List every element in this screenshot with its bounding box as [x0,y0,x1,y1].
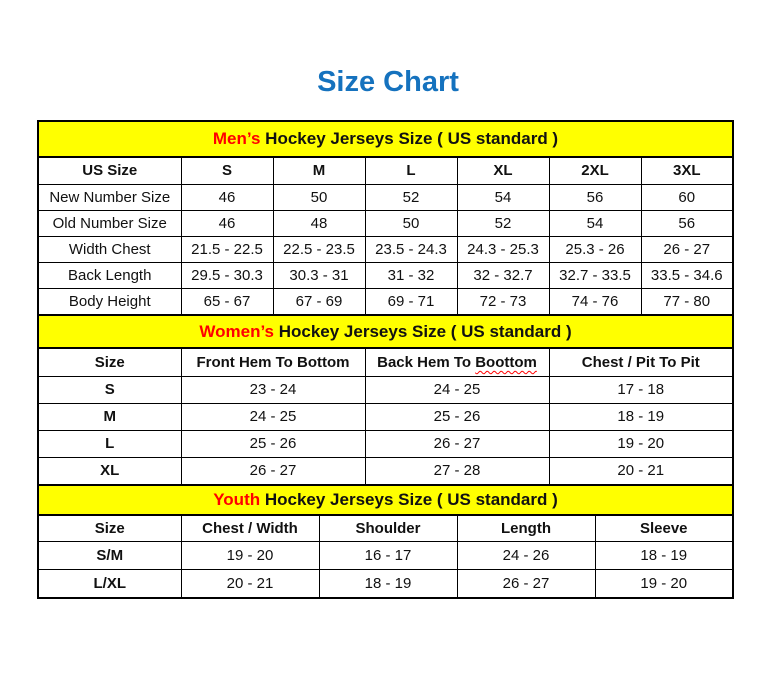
row-label: Body Height [38,289,181,316]
women-header-back-hem [365,348,549,377]
youth-size-table [37,484,734,599]
youth-section-band-row [38,485,733,515]
youth-header-shoulder: Shoulder [319,515,457,542]
row-label: Back Length [38,263,181,289]
men-section-band [38,121,733,157]
size-cell: 60 [641,185,733,211]
size-cell: 25.3 - 26 [549,237,641,263]
size-cell: 56 [641,211,733,237]
size-cell: 18 - 19 [595,542,733,570]
size-cell: 48 [273,211,365,237]
size-cell: 74 - 76 [549,289,641,316]
row-label: Old Number Size [38,211,181,237]
size-cell: 56 [549,185,641,211]
size-cell: 17 - 18 [549,377,733,404]
size-cell: 19 - 20 [595,570,733,599]
women-row-m [38,404,733,431]
size-cell: 32.7 - 33.5 [549,263,641,289]
size-cell: 54 [549,211,641,237]
men-size-table [37,120,734,316]
youth-header-chest-width: Chest / Width [181,515,319,542]
men-section-title: Hockey Jerseys Size ( US standard ) [265,129,559,149]
row-label: L/XL [38,570,181,599]
row-label: XL [38,458,181,486]
size-cell: 24 - 25 [365,377,549,404]
youth-row-lxl [38,570,733,599]
size-cell: 72 - 73 [457,289,549,316]
size-cell: 18 - 19 [319,570,457,599]
row-label: M [38,404,181,431]
size-chart-tables [37,120,733,599]
men-header-2xl: 2XL [549,157,641,185]
size-cell: 65 - 67 [181,289,273,316]
men-row-body-height [38,289,733,316]
size-cell: 24 - 25 [181,404,365,431]
men-header-m: M [273,157,365,185]
page-title: Size Chart [317,66,459,98]
size-cell: 50 [365,211,457,237]
size-cell: 24.3 - 25.3 [457,237,549,263]
women-section-band [38,315,733,348]
size-cell: 25 - 26 [365,404,549,431]
women-section-name: Women’s [199,321,274,341]
size-cell: 23.5 - 24.3 [365,237,457,263]
women-section-band-row [38,315,733,348]
size-cell: 24 - 26 [457,542,595,570]
youth-section-title: Hockey Jerseys Size ( US standard ) [264,490,558,510]
size-cell: 20 - 21 [549,458,733,486]
row-label: L [38,431,181,458]
women-row-l [38,431,733,458]
men-section-band-row [38,121,733,157]
size-cell: 21.5 - 22.5 [181,237,273,263]
size-cell: 16 - 17 [319,542,457,570]
youth-header-size: Size [38,515,181,542]
row-label: S [38,377,181,404]
size-cell: 20 - 21 [181,570,319,599]
men-row-back-length [38,263,733,289]
size-cell: 77 - 80 [641,289,733,316]
women-row-xl [38,458,733,486]
size-cell: 26 - 27 [457,570,595,599]
size-cell: 26 - 27 [181,458,365,486]
size-cell: 30.3 - 31 [273,263,365,289]
men-section-name: Men’s [212,129,261,149]
men-header-3xl: 3XL [641,157,733,185]
youth-header-row [38,515,733,542]
row-label: Width Chest [38,237,181,263]
size-cell: 32 - 32.7 [457,263,549,289]
men-row-width-chest [38,237,733,263]
size-cell: 31 - 32 [365,263,457,289]
men-row-old-number-size [38,211,733,237]
size-cell: 29.5 - 30.3 [181,263,273,289]
men-header-l: L [365,157,457,185]
size-cell: 33.5 - 34.6 [641,263,733,289]
size-cell: 50 [273,185,365,211]
size-cell: 18 - 19 [549,404,733,431]
size-cell: 22.5 - 23.5 [273,237,365,263]
women-header-front-hem: Front Hem To Bottom [181,348,365,377]
size-cell: 19 - 20 [181,542,319,570]
back-hem-prefix: Back Hem To [377,353,472,371]
men-row-new-number-size [38,185,733,211]
women-header-size: Size [38,348,181,377]
size-cell: 52 [365,185,457,211]
women-header-row [38,348,733,377]
size-cell: 54 [457,185,549,211]
size-cell: 26 - 27 [641,237,733,263]
youth-header-sleeve: Sleeve [595,515,733,542]
youth-section-band [38,485,733,515]
women-row-s [38,377,733,404]
size-cell: 52 [457,211,549,237]
size-cell: 46 [181,185,273,211]
women-size-table [37,314,734,486]
size-cell: 25 - 26 [181,431,365,458]
men-header-s: S [181,157,273,185]
back-hem-misspelled-word: Boottom [475,353,537,371]
size-cell: 26 - 27 [365,431,549,458]
men-header-row [38,157,733,185]
row-label: S/M [38,542,181,570]
size-cell: 23 - 24 [181,377,365,404]
youth-section-name: Youth [213,490,261,510]
youth-row-sm [38,542,733,570]
size-cell: 27 - 28 [365,458,549,486]
men-header-xl: XL [457,157,549,185]
size-cell: 69 - 71 [365,289,457,316]
men-header-us-size: US Size [38,157,181,185]
women-section-title: Hockey Jerseys Size ( US standard ) [278,321,572,341]
row-label: New Number Size [38,185,181,211]
size-cell: 46 [181,211,273,237]
women-header-chest-pit: Chest / Pit To Pit [549,348,733,377]
youth-header-length: Length [457,515,595,542]
size-cell: 19 - 20 [549,431,733,458]
size-cell: 67 - 69 [273,289,365,316]
